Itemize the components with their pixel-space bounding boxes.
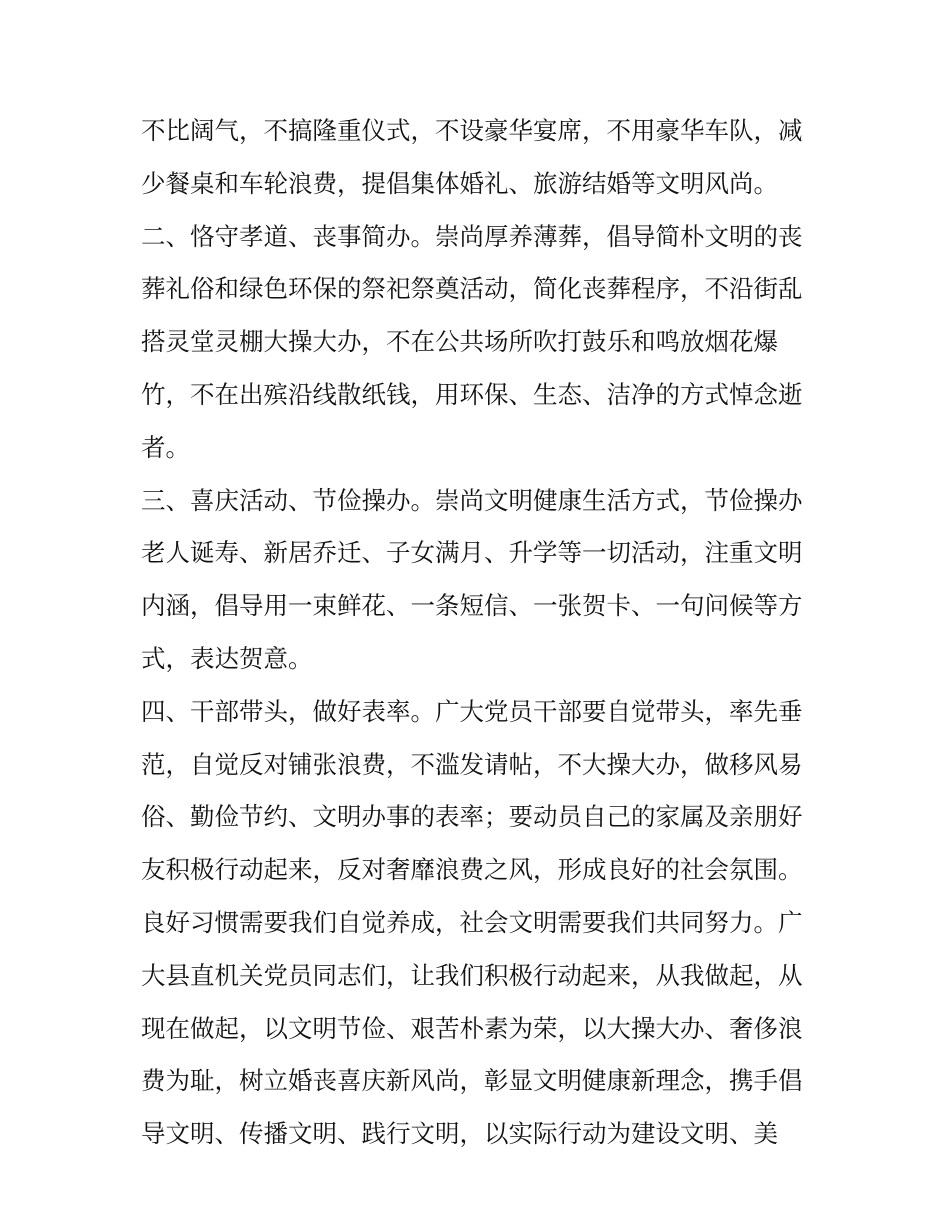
text-line: 大县直机关党员同志们，让我们积极行动起来，从我做起，从: [141, 960, 803, 990]
text-line: 良好习惯需要我们自觉养成，社会文明需要我们共同努力。广: [141, 907, 803, 937]
text-line: 导文明、传播文明、践行文明，以实际行动为建设文明、美: [141, 1119, 778, 1149]
text-line: 老人诞寿、新居乔迁、子女满月、升学等一切活动，注重文明: [141, 538, 803, 568]
text-line: 葬礼俗和绿色环保的祭祀祭奠活动，简化丧葬程序，不沿街乱: [141, 274, 803, 304]
text-line: 式，表达贺意。: [141, 643, 313, 673]
text-line: 竹，不在出殡沿线散纸钱，用环保、生态、洁净的方式悼念逝: [141, 379, 803, 409]
text-line: 范，自觉反对铺张浪费，不滥发请帖，不大操大办，做移风易: [141, 749, 803, 779]
text-line: 俗、勤俭节约、文明办事的表率；要动员自己的家属及亲朋好: [141, 802, 803, 832]
text-line: 不比阔气，不搞隆重仪式，不设豪华宴席，不用豪华车队，减: [141, 116, 803, 145]
text-line: 者。: [141, 432, 190, 462]
text-line: 少餐桌和车轮浪费，提倡集体婚礼、旅游结婚等文明风尚。: [141, 168, 778, 198]
section-line: 四、干部带头，做好表率。广大党员干部要自觉带头，率先垂: [141, 696, 803, 726]
section-line: 三、喜庆活动、节俭操办。崇尚文明健康生活方式，节俭操办: [141, 485, 803, 515]
text-line: 费为耻，树立婚丧喜庆新风尚，彰显文明健康新理念，携手倡: [141, 1066, 803, 1096]
document-body: [141, 105, 831, 1161]
section-line: 二、恪守孝道、丧事简办。崇尚厚养薄葬，倡导简朴文明的丧: [141, 221, 803, 251]
text-line: 现在做起，以文明节俭、艰苦朴素为荣，以大操大办、奢侈浪: [141, 1013, 803, 1043]
text-line: 内涵，倡导用一束鲜花、一条短信、一张贺卡、一句问候等方: [141, 591, 803, 621]
text-line: 搭灵堂灵棚大操大办，不在公共场所吹打鼓乐和鸣放烟花爆: [141, 327, 778, 357]
text-line: 友积极行动起来，反对奢靡浪费之风，形成良好的社会氛围。: [141, 855, 803, 885]
